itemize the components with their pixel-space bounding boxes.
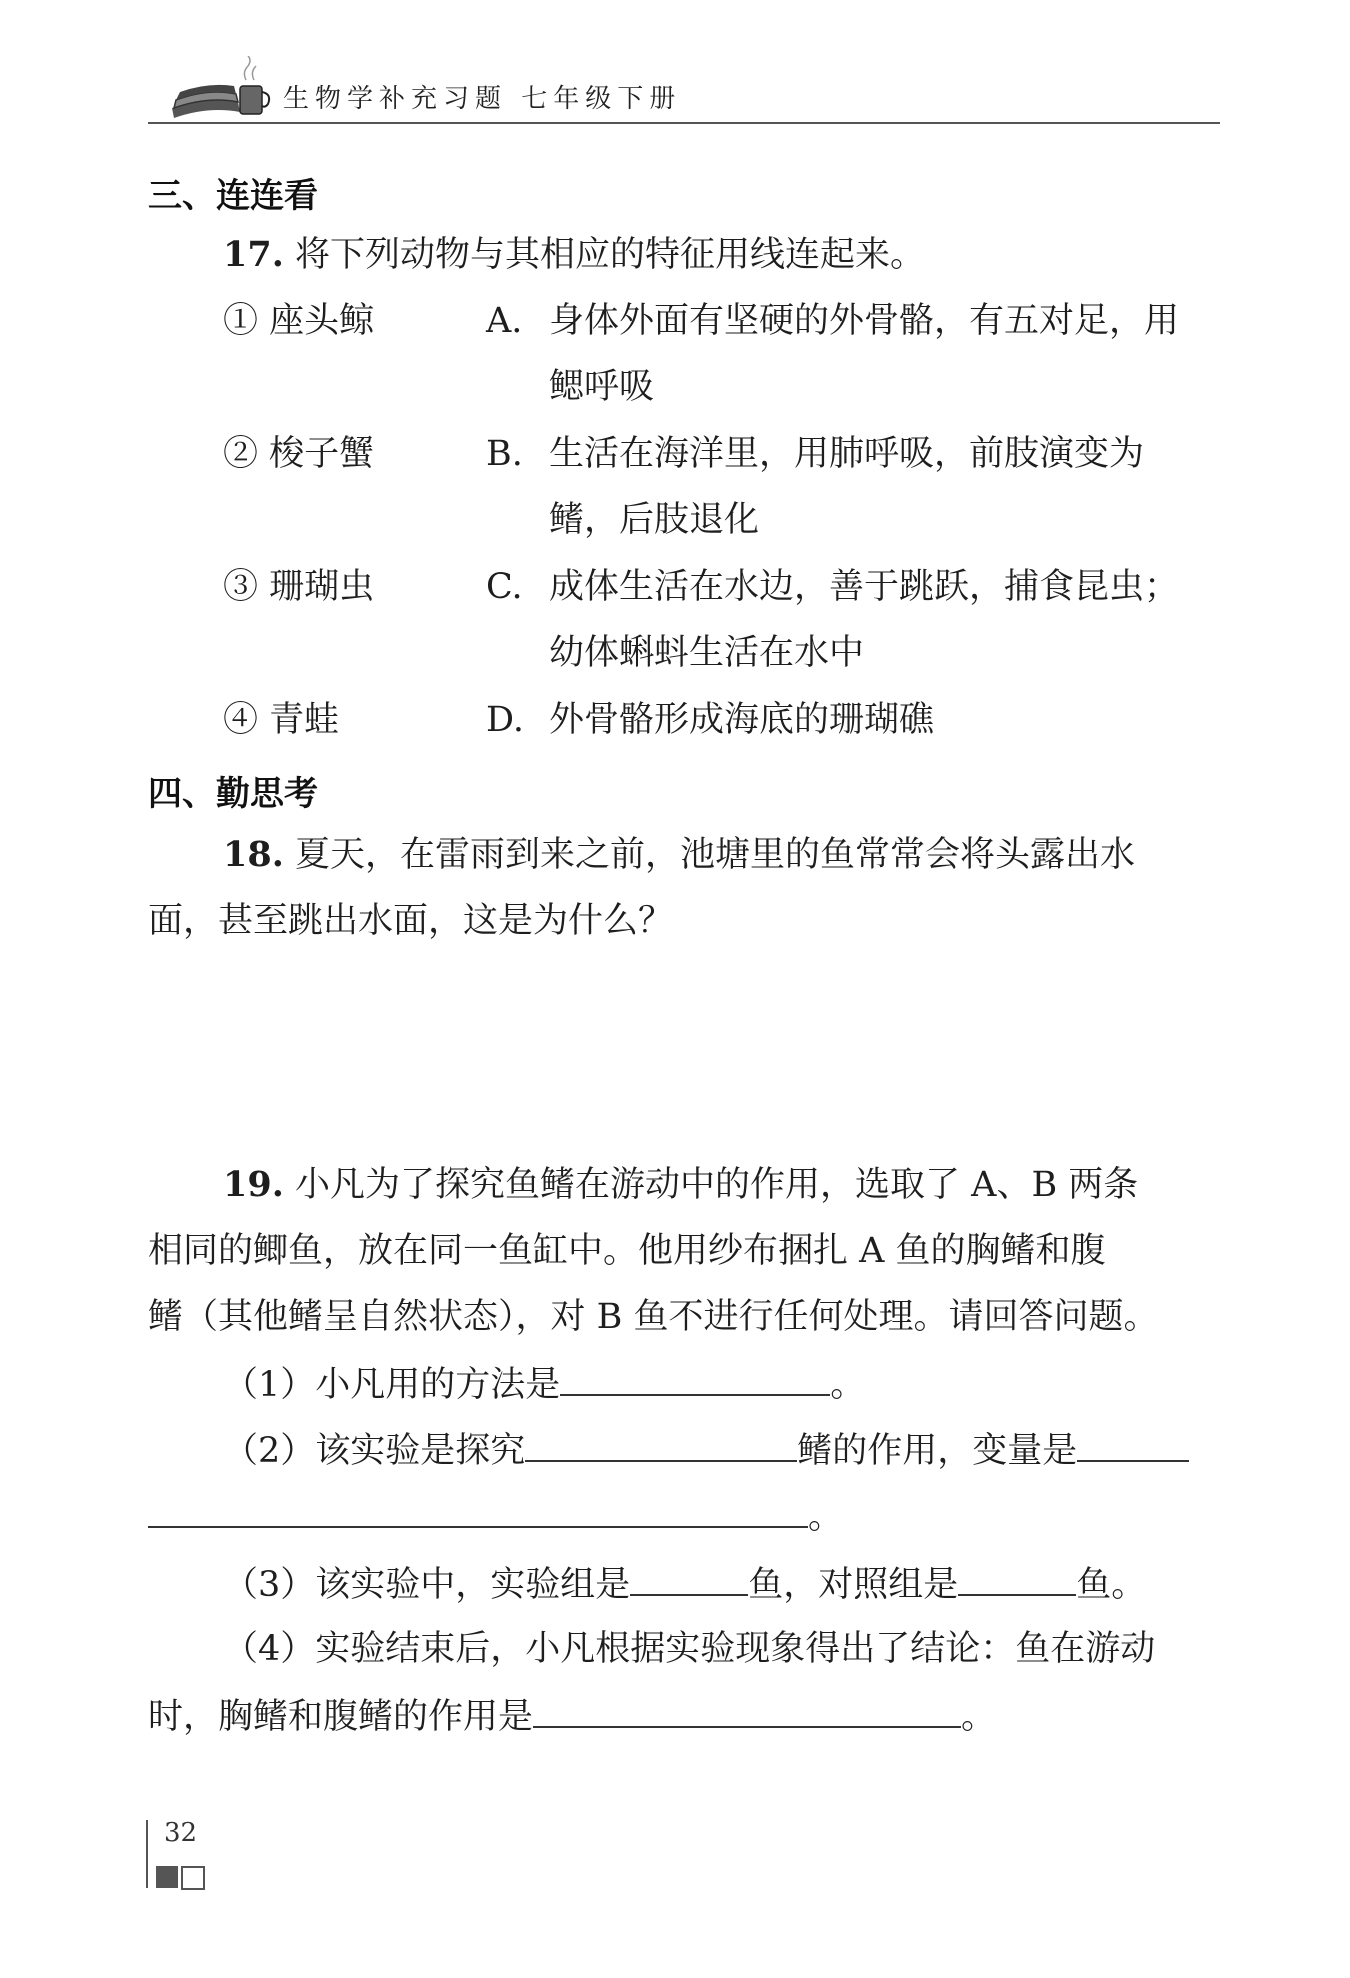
feature-b-line-2: 鳍，后肢退化 bbox=[549, 500, 760, 540]
question-17-prompt bbox=[223, 222, 925, 288]
animal-2: ② 梭子蟹 bbox=[223, 434, 375, 474]
feature-c-line-1: 成体生活在水边，善于跳跃，捕食昆虫； bbox=[549, 567, 1180, 607]
feature-c-line-2: 幼体蝌蚪生活在水中 bbox=[549, 633, 865, 673]
question-19-text-1: 小凡为了探究鱼鳍在游动中的作用，选取了 A、B 两条 bbox=[295, 1165, 1139, 1205]
feature-d bbox=[549, 687, 1229, 753]
question-18-text-1: 夏天，在雷雨到来之前，池塘里的鱼常常会将头露出水 bbox=[295, 835, 1136, 875]
part-3-text-b: 鱼，对照组是 bbox=[748, 1565, 959, 1605]
feature-letter-a: A. bbox=[486, 301, 523, 341]
question-19-part-4-line-1: （4）实验结束后，小凡根据实验现象得出了结论：鱼在游动 bbox=[223, 1629, 1156, 1669]
question-19-number: 19. bbox=[223, 1164, 284, 1205]
part-2-answer-blank-1[interactable] bbox=[525, 1416, 797, 1462]
question-19-part-4-line-2 bbox=[148, 1682, 996, 1750]
part-4-text: 时，胸鳍和腹鳍的作用是 bbox=[148, 1697, 534, 1737]
question-17-text: 将下列动物与其相应的特征用线连起来。 bbox=[295, 235, 926, 275]
filled-square-icon bbox=[156, 1866, 178, 1888]
feature-c bbox=[549, 554, 1229, 686]
part-1-answer-blank[interactable] bbox=[560, 1350, 830, 1396]
part-3-answer-blank-1[interactable] bbox=[630, 1550, 748, 1596]
feature-a-line-1: 身体外面有坚硬的外骨骼，有五对足，用 bbox=[549, 301, 1180, 341]
question-19-part-1 bbox=[223, 1350, 865, 1418]
section-3-heading: 三、连连看 bbox=[148, 176, 318, 216]
part-2-answer-blank-2[interactable] bbox=[1077, 1416, 1189, 1462]
feature-letter-d: D. bbox=[486, 700, 524, 740]
feature-a-line-2: 鳃呼吸 bbox=[549, 367, 655, 407]
feature-d-line-1: 外骨骼形成海底的珊瑚礁 bbox=[549, 700, 935, 740]
page-header bbox=[148, 40, 1220, 126]
question-18-line-1 bbox=[223, 822, 1135, 888]
feature-letter-c: C. bbox=[486, 567, 523, 607]
question-19-part-3 bbox=[223, 1550, 1146, 1618]
question-19-part-2 bbox=[223, 1416, 1189, 1484]
page-number: 32 bbox=[164, 1818, 198, 1848]
empty-square-icon bbox=[181, 1866, 205, 1890]
question-18-number: 18. bbox=[223, 834, 284, 875]
part-1-text: （1）小凡用的方法是 bbox=[223, 1365, 561, 1405]
feature-b-line-1: 生活在海洋里，用肺呼吸，前肢演变为 bbox=[549, 434, 1145, 474]
books-and-cup-icon bbox=[168, 56, 278, 126]
question-19-line-3: 鳍（其他鳍呈自然状态），对 B 鱼不进行任何处理。请回答问题。 bbox=[148, 1297, 1159, 1337]
question-19-line-1 bbox=[223, 1152, 1138, 1218]
question-19-part-2-cont bbox=[148, 1482, 843, 1550]
animal-4: ④ 青蛙 bbox=[223, 700, 340, 740]
part-2-text-a: （2）该实验是探究 bbox=[223, 1431, 526, 1471]
question-17-number: 17. bbox=[223, 234, 284, 275]
footer-bar bbox=[146, 1820, 148, 1888]
part-3-answer-blank-2[interactable] bbox=[958, 1550, 1076, 1596]
question-18-line-2: 面，甚至跳出水面，这是为什么？ bbox=[148, 901, 674, 941]
header-rule bbox=[148, 122, 1220, 124]
animal-1: ① 座头鲸 bbox=[223, 301, 375, 341]
part-3-end: 鱼。 bbox=[1076, 1565, 1147, 1605]
part-1-end: 。 bbox=[830, 1365, 866, 1405]
part-2-text-b: 鳍的作用，变量是 bbox=[797, 1431, 1078, 1471]
feature-letter-b: B. bbox=[486, 434, 523, 474]
part-3-text-a: （3）该实验中，实验组是 bbox=[223, 1565, 631, 1605]
section-4-heading: 四、勤思考 bbox=[148, 774, 318, 814]
animal-3: ③ 珊瑚虫 bbox=[223, 567, 375, 607]
part-4-end: 。 bbox=[961, 1697, 997, 1737]
feature-b bbox=[549, 421, 1229, 553]
header-title: 生物学补充习题 七年级下册 bbox=[283, 84, 682, 114]
feature-a bbox=[549, 288, 1229, 420]
part-2-answer-blank-2-cont[interactable] bbox=[148, 1482, 808, 1528]
question-19-line-2: 相同的鲫鱼，放在同一鱼缸中。他用纱布捆扎 A 鱼的胸鳍和腹 bbox=[148, 1231, 1106, 1271]
part-2-end: 。 bbox=[808, 1497, 844, 1537]
part-4-answer-blank[interactable] bbox=[533, 1682, 961, 1728]
